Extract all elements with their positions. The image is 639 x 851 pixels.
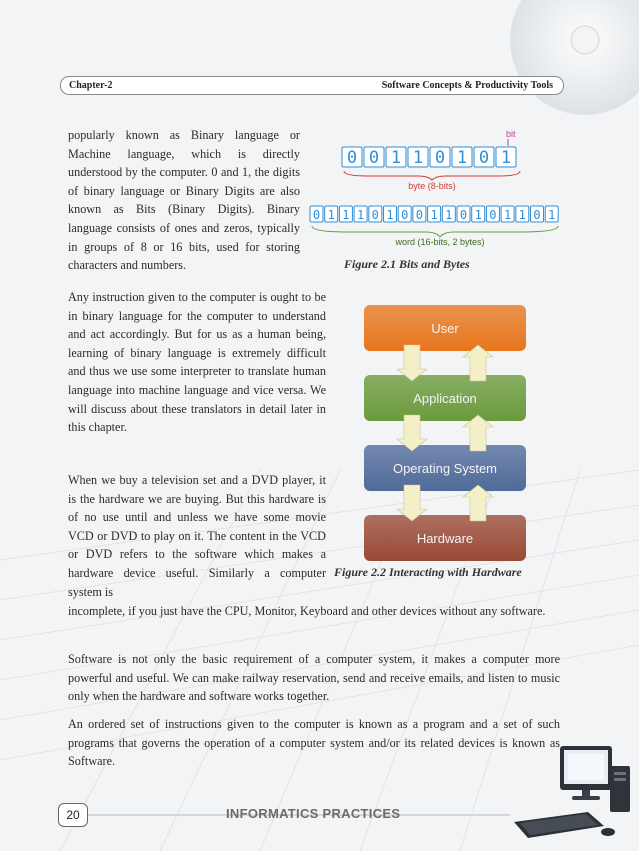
word-digit: 0 <box>459 207 468 222</box>
layer-label: Application <box>413 391 477 406</box>
byte-digit: 1 <box>412 148 424 168</box>
byte-digit: 1 <box>500 148 512 168</box>
byte-label: byte (8-bits) <box>408 181 456 191</box>
word-digit: 1 <box>356 207 365 222</box>
page-number: 20 <box>58 803 88 827</box>
word-digit: 1 <box>518 207 526 222</box>
byte-digit: 1 <box>456 148 468 168</box>
computer-illustration-icon <box>508 742 632 842</box>
layer-label: User <box>431 321 459 336</box>
figure-2-2-caption: Figure 2.2 Interacting with Hardware <box>334 565 522 579</box>
word-digit: 0 <box>371 207 379 222</box>
word-digit: 1 <box>445 207 453 222</box>
byte-digit: 0 <box>368 148 380 168</box>
byte-digit: 0 <box>346 148 358 168</box>
chapter-header <box>60 76 564 95</box>
footer-title: INFORMATICS PRACTICES <box>226 806 401 821</box>
byte-bracket <box>344 171 520 180</box>
word-digit: 0 <box>415 207 424 222</box>
interaction-stack-figure <box>360 303 530 561</box>
paragraph-hardware-software: When we buy a television set and a DVD player, it is the hardware we are buying. But this hardware is of no use until and unless we have some movie VCD or DVD to play on it. The content in the VCD or DVD refers to the software which makes a hardware device useful. Similarly a computer system is <box>68 473 326 599</box>
word-digit: 0 <box>401 207 409 222</box>
word-digits-row <box>310 206 558 222</box>
paragraph-instructions: Any instruction given to the computer is ought to be in binary language for the computer to understand and act accordingly. But for us as a human being, learning of binary language is extremely difficult and thus we use some interpreter to translate human language into machine language and vice versa. We will discuss about these translators in detail later in this chapter. <box>68 290 326 435</box>
paragraph-hardware-software-continued: incomplete, if you just have the CPU, Monitor, Keyboard and other devices without any software. <box>68 604 546 618</box>
word-digit: 1 <box>430 207 438 222</box>
book-title: Software Concepts & Productivity Tools <box>381 80 553 91</box>
paragraph-software-requirement: Software is not only the basic requirement of a computer system, it makes a computer more powerful and useful. We can make railway reservation, send and receive emails, and listen to music only when the hardware and software works together. <box>68 652 560 704</box>
word-digit: 1 <box>327 207 335 222</box>
byte-digit: 1 <box>390 148 402 168</box>
paragraph-software-definition: An ordered set of instructions given to the computer is known as a program and a set of such programs that governs the operation of a computer system and/or its related devices is known as Software. <box>68 717 560 769</box>
word-digit: 1 <box>342 207 350 222</box>
layer-label: Operating System <box>392 461 498 476</box>
word-digit: 0 <box>533 207 541 222</box>
paragraph-binary-language: popularly known as Binary language or Machine language, which is directly understood by the computer. 0 and 1, the digits of binary language or Binary Digits are also known as Bits (Binary Digits). Binary language consists of ones and zeros, typically in groups of 8 or 16 bits, used for storing characters and numbers. <box>68 128 300 273</box>
figure-2-1-caption: Figure 2.1 Bits and Bytes <box>344 257 470 271</box>
byte-digit: 0 <box>434 148 446 168</box>
byte-digits-row <box>342 147 516 168</box>
bit-label: bit <box>506 129 516 139</box>
word-label: word (16-bits, 2 bytes) <box>395 237 485 247</box>
layer-label: Hardware <box>416 531 474 546</box>
bits-bytes-figure <box>308 126 562 254</box>
word-digit: 0 <box>489 207 497 222</box>
word-digit: 1 <box>386 207 394 222</box>
word-digit: 1 <box>503 207 512 222</box>
byte-digit: 0 <box>478 148 490 168</box>
word-digit: 1 <box>474 207 482 222</box>
chapter-label: Chapter-2 <box>69 80 113 91</box>
word-digit: 0 <box>312 207 321 222</box>
word-digit: 1 <box>548 207 556 222</box>
word-bracket <box>312 226 558 237</box>
